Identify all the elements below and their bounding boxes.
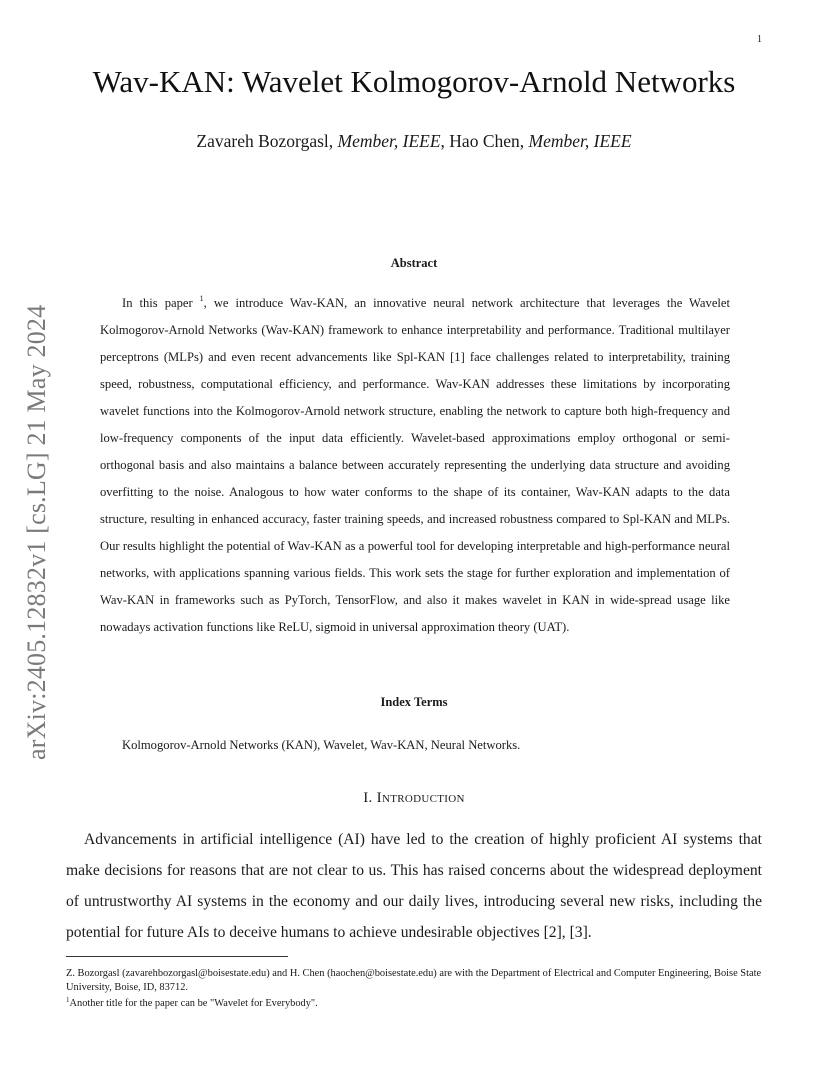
footnote-title-marker: 1 (66, 996, 70, 1004)
introduction-paragraph: Advancements in artificial intelligence (AI) have led to the creation of highly proficient AI systems that make decisions for reasons that are not clear to us. This has raised concerns about the widespread deployment of untrustworthy AI systems in the economy and our daily lives, introducing several new risks, including the potential for future AIs to deceive humans to achieve undesirable objectives [2], [3]. (66, 831, 762, 941)
author-1-name: Zavareh Bozorgasl, (196, 131, 338, 151)
footnote-title-text: Another title for the paper can be "Wavelet for Everybody". (69, 998, 318, 1009)
author-1-role: Member, IEEE (337, 131, 441, 151)
author-2-name: Hao Chen, (449, 131, 529, 151)
footnote-affiliation: Z. Bozorgasl (zavarehbozorgasl@boisestate.edu) and H. Chen (haochen@boisestate.edu) are with the Department of Electrical and Computer Engineering, Boise State University, Boise, ID, 83712. (66, 968, 762, 993)
abstract-text-start: In this paper (122, 296, 200, 310)
arxiv-identifier-stamp: arXiv:2405.12832v1 [cs.LG] 21 May 2024 (22, 304, 51, 760)
footnote-divider (66, 956, 288, 957)
index-terms-text: Kolmogorov-Arnold Networks (KAN), Wavelet, Wav-KAN, Neural Networks. (122, 738, 521, 752)
page-number: 1 (757, 34, 762, 45)
paper-title: Wav-KAN: Wavelet Kolmogorov-Arnold Networks (92, 64, 736, 99)
abstract-text (100, 290, 730, 641)
abstract-heading: Abstract (390, 256, 438, 270)
section-number: I. (363, 790, 377, 806)
abstract-text-rest: , we introduce Wav-KAN, an innovative neural network architecture that leverages the Wavelet Kolmogorov-Arnold Networks (Wav-KAN) framework to enhance interpretability and performance. Traditional multilayer perceptrons (MLPs) and even recent advancements like Spl-KAN [1] face challenges related to interpretability, training speed, robustness, computational efficiency, and performance. Wav-KAN addresses these limitations by incorporating wavelet functions into the Kolmogorov-Arnold network structure, enabling the network to capture both high-frequency and low-frequency components of the input data efficiently. Wavelet-based approximations employ orthogonal or semi-orthogonal basis and also maintains a balance between accurately representing the underlying data structure and avoiding overfitting to the noise. Analogous to how water conforms to the shape of its container, Wav-KAN adapts to the data structure, resulting in enhanced accuracy, faster training speeds, and increased robustness compared to Spl-KAN and MLPs. Our results highlight the potential of Wav-KAN as a powerful tool for developing interpretable and high-performance neural networks, with applications spanning various fields. This work sets the stage for further exploration and implementation of Wav-KAN in frameworks such as PyTorch, TensorFlow, and also it makes wavelet in KAN in wide-spread usage like nowadays activation functions like ReLU, sigmoid in universal approximation theory (UAT). (100, 296, 730, 634)
author-line (0, 129, 828, 153)
section-title: Introduction (376, 790, 465, 806)
footnote-marker: 1 (199, 294, 204, 303)
author-separator: , (440, 131, 450, 151)
index-terms-heading: Index Terms (380, 695, 448, 709)
author-2-role: Member, IEEE (528, 131, 632, 151)
section-heading-introduction (0, 790, 828, 807)
footnote-alternate-title (66, 997, 766, 1011)
